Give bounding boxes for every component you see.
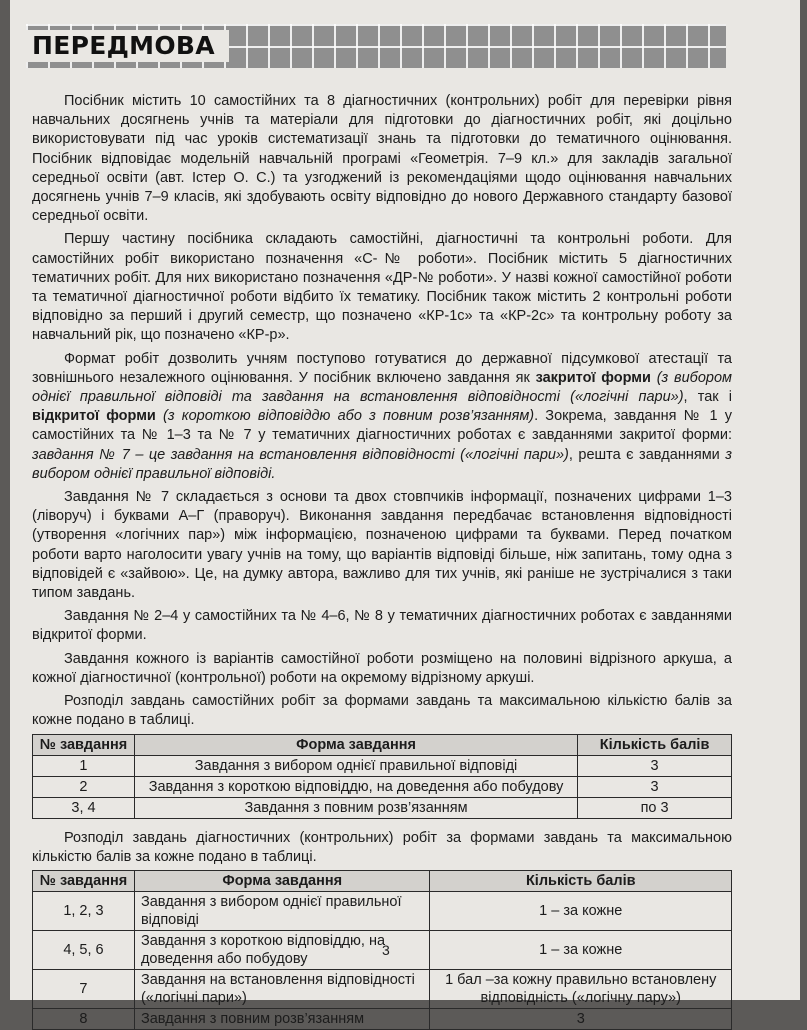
format-text-d: , так і bbox=[683, 389, 732, 406]
column-header-task-number: № завдання bbox=[33, 870, 135, 891]
points-cell: 1 – за кожне bbox=[430, 930, 732, 969]
section-title: ПЕРЕДМОВА bbox=[26, 30, 229, 62]
task-form-cell: Завдання з короткою відповіддю, на доведення або побудову bbox=[134, 776, 577, 797]
table-row bbox=[33, 969, 732, 1008]
format-closed-desc: (з вибором однієї правильної відповіді та завдання на встановлення відповідності («логічні пари») bbox=[32, 369, 732, 406]
points-cell: 3 bbox=[430, 1008, 732, 1029]
task-form-cell: Завдання з повним розв’язанням bbox=[134, 1008, 430, 1029]
table-row bbox=[33, 1008, 732, 1029]
paragraph-task7: Завдання № 7 складається з основи та двох стовпчиків інформації, позначених цифрами 1–3 (ліворуч) і буквами А–Г (праворуч). Виконання завдання передбачає встановлення відповідності (утворення «логічних пар») між інформацією, позначеною цифрами та буквами. Перед початком роботи варто наголосити увагу учнів на тому, що варіантів відповіді більше, ніж запитань, тому одна з відповідей є «зайвою». Це, на думку автора, важливо для тих учнів, які раніше не зустрічалися з таки типом завдань. bbox=[32, 489, 732, 602]
table-row bbox=[33, 776, 732, 797]
task-form-cell: Завдання з вибором однієї правильної відповіді bbox=[134, 755, 577, 776]
paragraph-structure: Першу частину посібника складають самостійні, діагностичні та контрольні роботи. Для самостійних робіт використано позначення «С-№ роботи». Посібник містить 5 діагностичних тематичних робіт. Для них використано позначення «ДР-№ роботи». У назві кожної самостійної роботи та тематичної діагностичної роботи відбито їх тематику. Посібник також містить 2 контрольні роботи відповідно за перший і другий семестр, що позначено «КР-1с» та «КР-2с» та контрольну роботу за навчальний рік, що позначено «КР-р». bbox=[32, 231, 732, 344]
table-header-row bbox=[33, 734, 732, 755]
column-header-points: Кількість балів bbox=[430, 870, 732, 891]
paragraph-format bbox=[32, 350, 732, 484]
paragraph-table1-intro: Розподіл завдань самостійних робіт за формами завдань та максимальною кількістю балів за кожне подано в таблиці. bbox=[32, 693, 732, 729]
points-cell: 3 bbox=[578, 755, 732, 776]
task-number-cell: 7 bbox=[33, 969, 135, 1008]
section-header bbox=[26, 24, 726, 68]
task-number-cell: 2 bbox=[33, 776, 135, 797]
task-form-cell: Завдання з вибором однієї правильної відповіді bbox=[134, 891, 430, 930]
paragraph-table2-intro: Розподіл завдань діагностичних (контрольних) робіт за формами завдань та максимальною кількістю балів за кожне подано в таблиці. bbox=[32, 829, 732, 865]
task-form-cell: Завдання на встановлення відповідності («логічні пари») bbox=[134, 969, 430, 1008]
independent-works-table bbox=[32, 734, 732, 819]
task-form-cell: Завдання з короткою відповіддю, на доведення або побудову bbox=[134, 930, 430, 969]
column-header-points: Кількість балів bbox=[578, 734, 732, 755]
column-header-task-form: Форма завдання bbox=[134, 734, 577, 755]
paragraph-intro: Посібник містить 10 самостійних та 8 діагностичних (контрольних) робіт для перевірки рівня навчальних досягнень учнів та матеріали для підготовки до діагностичних робіт, які доцільно використовувати під час уроків систематизації знань та підготовки до тематичного оцінювання. Посібник відповідає модельній навчальній програмі «Геометрія. 7–9 кл.» для закладів загальної середньої освіти (авт. Істер О. С.) та узгоджений із рекомендаціями щодо оцінювання навчальних досягнень учнів 7–9 класів, які здобувають освіту відповідно до нового Державного стандарту базової середньої освіти. bbox=[32, 93, 732, 225]
table-row bbox=[33, 797, 732, 818]
task-number-cell: 4, 5, 6 bbox=[33, 930, 135, 969]
paragraph-sheets: Завдання кожного із варіантів самостійної роботи розміщено на половині відрізного аркуша, а кожної діагностичної (контрольної) роботи на окремому відрізному аркуші. bbox=[32, 650, 732, 686]
paragraph-open-tasks: Завдання № 2–4 у самостійних та № 4–6, № 8 у тематичних діагностичних роботах є завданнями відкритої форми. bbox=[32, 608, 732, 644]
page-number: 3 bbox=[382, 942, 390, 958]
format-text-j: , решта є завданнями bbox=[568, 446, 726, 463]
format-open-desc: (з короткою відповіддю або з повним розв’язанням) bbox=[155, 408, 535, 425]
column-header-task-number: № завдання bbox=[33, 734, 135, 755]
points-cell: 3 bbox=[578, 776, 732, 797]
format-text-a: Формат робіт дозволить учням поступово готуватися до державної підсумкової атестації та зовнішнього незалежного оцінювання. У посібник включено завдання як bbox=[32, 350, 732, 386]
task-number-cell: 1, 2, 3 bbox=[33, 891, 135, 930]
format-closed-form: закритої форми bbox=[535, 369, 651, 386]
points-cell: по 3 bbox=[578, 797, 732, 818]
book-page bbox=[10, 0, 800, 1027]
points-cell: 1 – за кожне bbox=[430, 891, 732, 930]
task-number-cell: 3, 4 bbox=[33, 797, 135, 818]
column-header-task-form: Форма завдання bbox=[134, 870, 430, 891]
task-form-cell: Завдання з повним розв’язанням bbox=[134, 797, 577, 818]
points-cell: 1 бал –за кожну правильно встановлену відповідність («логічну пару») bbox=[430, 969, 732, 1008]
format-choice-desc: з вибором однієї правильної відповіді. bbox=[32, 446, 732, 482]
format-text-g: . Зокрема, завдання № 1 у самостійних та № 1–3 та № 7 у тематичних діагностичних роботах є завданнями закритої форми: bbox=[32, 408, 733, 444]
table-row bbox=[33, 755, 732, 776]
task-number-cell: 8 bbox=[33, 1008, 135, 1029]
page-body bbox=[32, 92, 732, 1030]
format-task7-desc: завдання № 7 – це завдання на встановлення відповідності («логічні пари») bbox=[32, 446, 569, 463]
task-number-cell: 1 bbox=[33, 755, 135, 776]
table-row bbox=[33, 891, 732, 930]
format-open-form: відкритої форми bbox=[32, 408, 156, 425]
table-header-row bbox=[33, 870, 732, 891]
